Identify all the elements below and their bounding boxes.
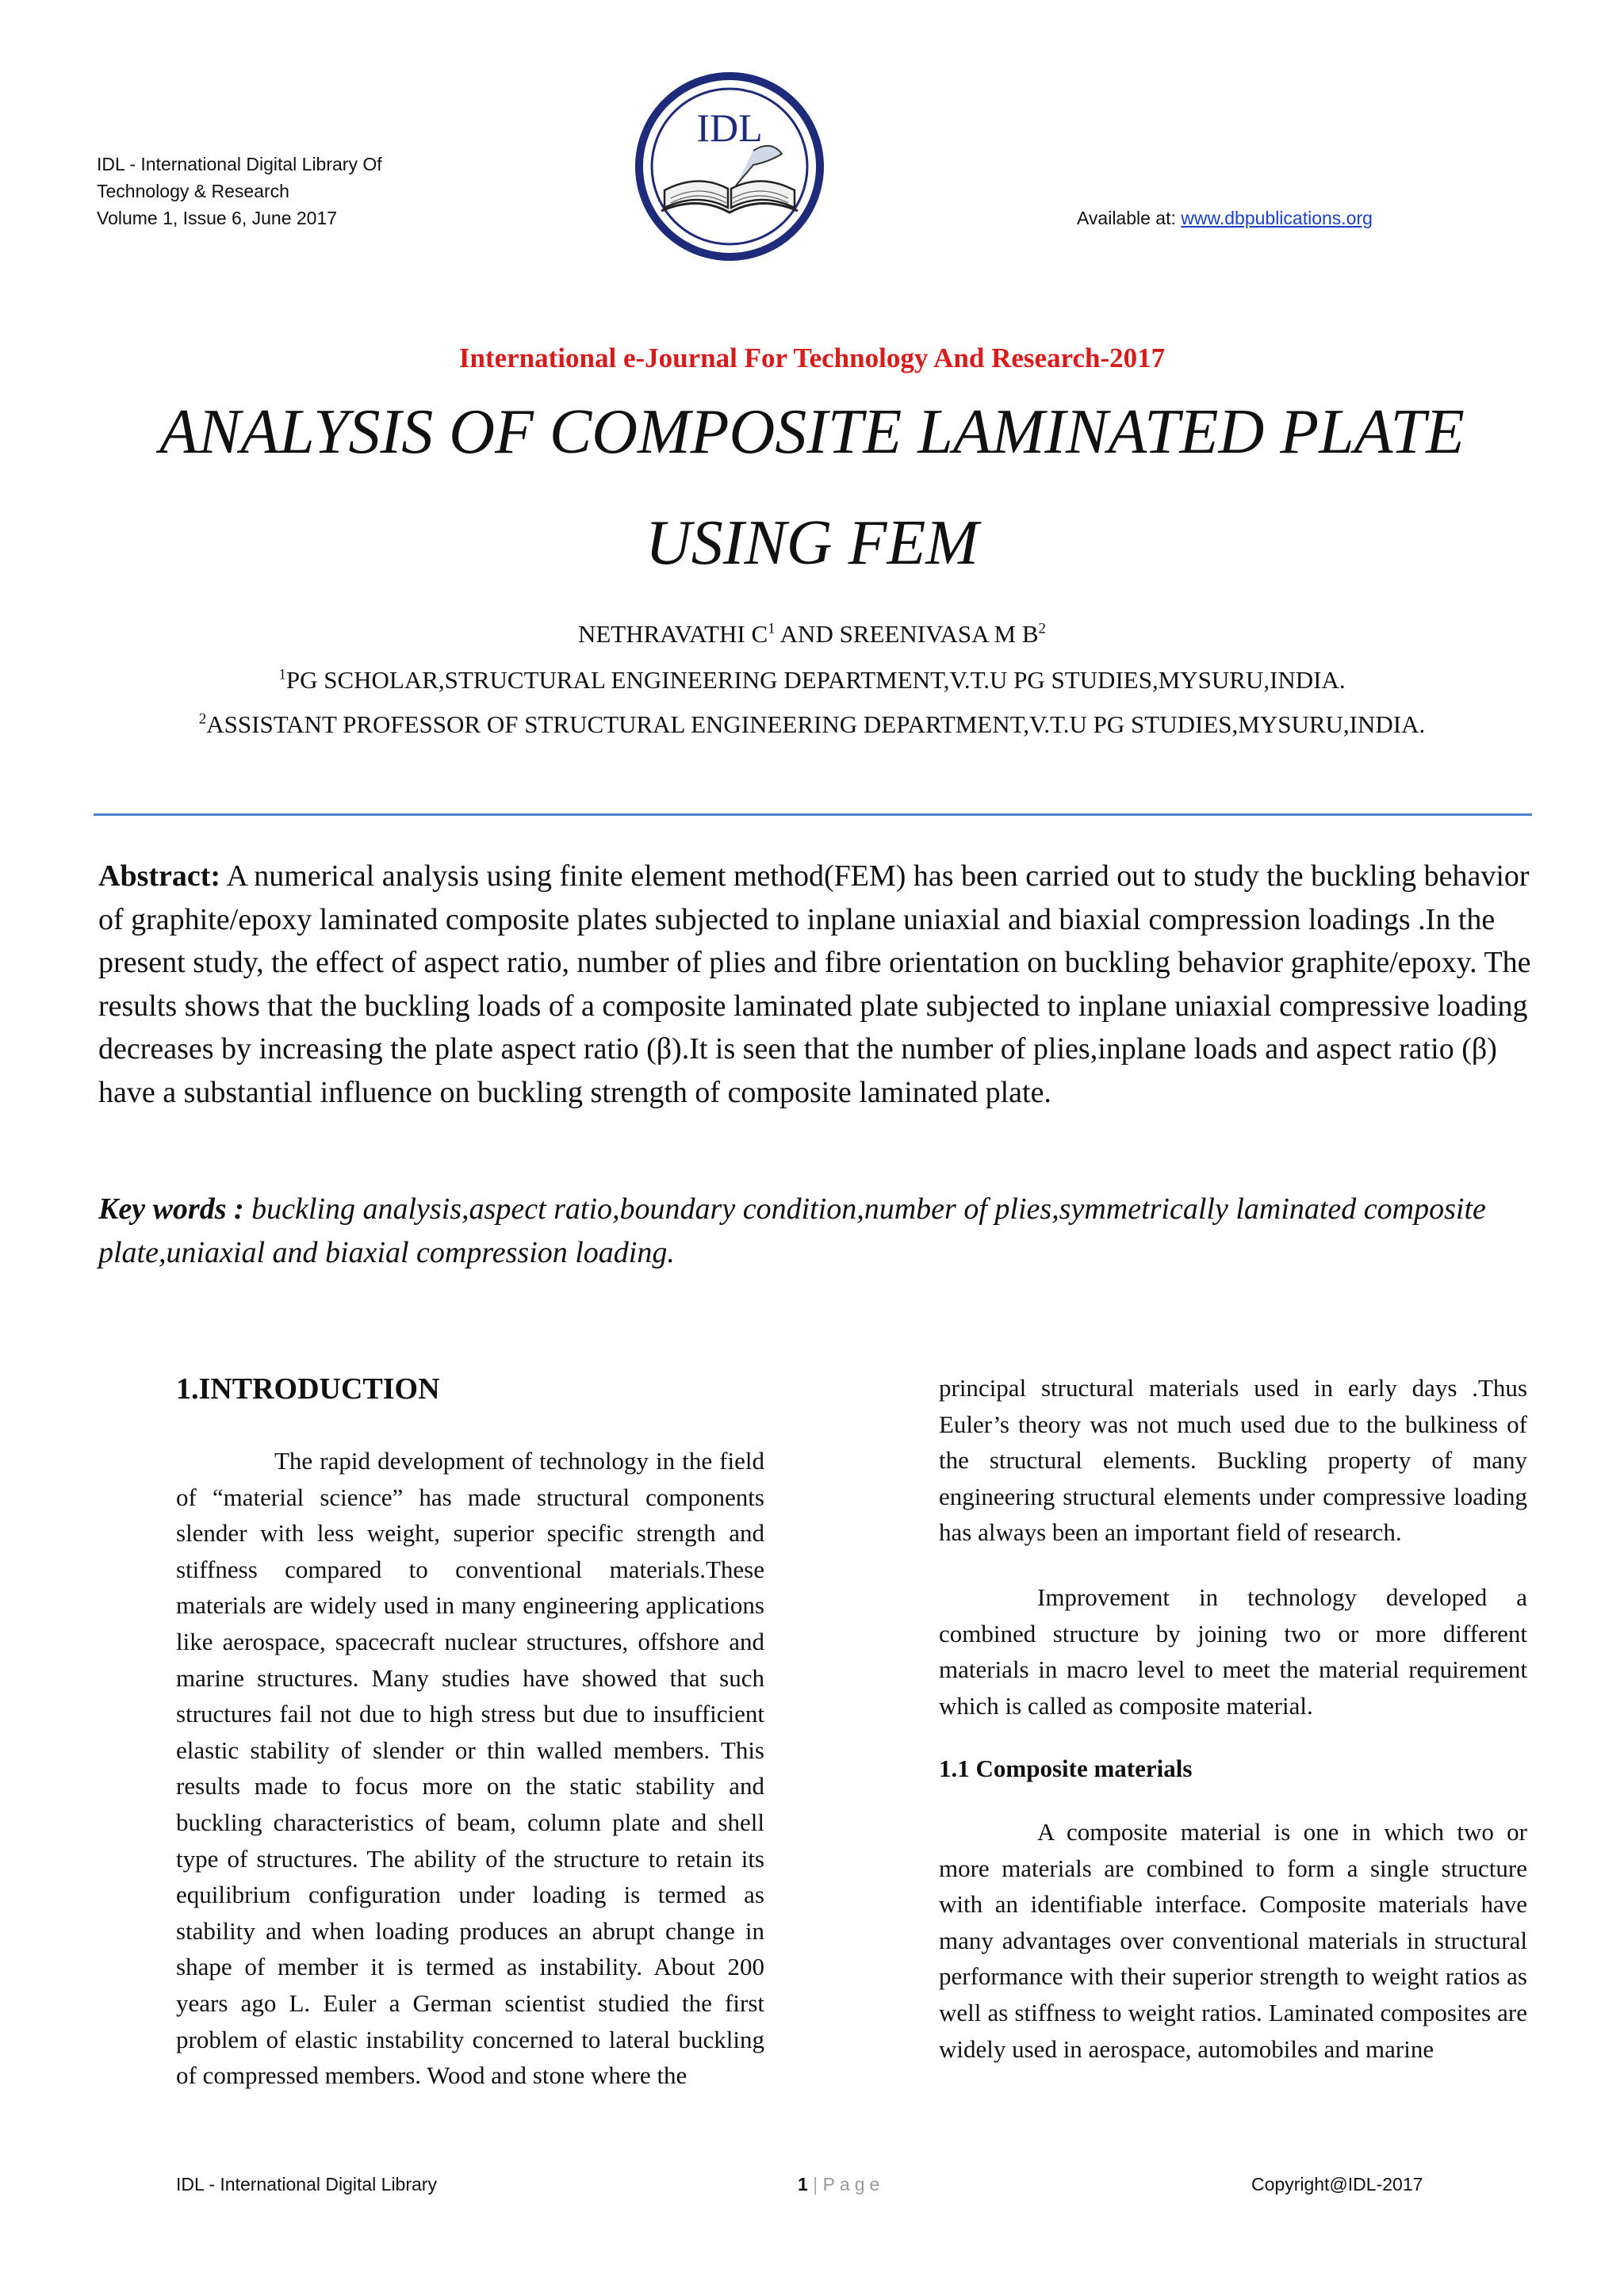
page-number-value: 1 bbox=[798, 2174, 808, 2195]
logo-text: IDL bbox=[696, 105, 763, 150]
affiliation-2 bbox=[0, 710, 1624, 739]
author-line bbox=[0, 620, 1624, 649]
availability-label: Available at: bbox=[1077, 208, 1182, 228]
header-divider bbox=[94, 813, 1532, 816]
affiliation-2-sup: 2 bbox=[198, 710, 207, 728]
keywords-text: buckling analysis,aspect ratio,boundary condition,number of plies,symmetrically laminated composite plate,uniaxial and biaxial compression loading. bbox=[98, 1192, 1486, 1269]
affiliation-1 bbox=[0, 666, 1624, 695]
right-column bbox=[939, 1370, 1527, 2067]
journal-info-line3: Volume 1, Issue 6, June 2017 bbox=[97, 208, 338, 228]
intro-paragraph-2: principal structural materials used in early days .Thus Euler’s theory was not much used due to the bulkiness of the structural elements. Buckling property of many engineering structural elements under compressive loading has always been an important field of research. bbox=[939, 1374, 1527, 1547]
footer-left: IDL - International Digital Library bbox=[176, 2174, 437, 2195]
footer-copyright: Copyright@IDL-2017 bbox=[1251, 2174, 1423, 2195]
page-number bbox=[798, 2174, 884, 2195]
journal-info-line1: IDL - International Digital Library Of bbox=[97, 154, 382, 174]
journal-info bbox=[97, 151, 382, 232]
affiliation-2-text: ASSISTANT PROFESSOR OF STRUCTURAL ENGINEERING DEPARTMENT,V.T.U PG STUDIES,MYSURU,INDIA. bbox=[206, 710, 1426, 738]
intro-paragraph-4: A composite material is one in which two or more materials are combined to form a single structure with an identifiable interface. Composite materials have many advantages over conventional materials in structural performance with their superior strength to weight ratios as well as stiffness to weight ratios. Laminated composites are widely used in aerospace, automobiles and marine bbox=[939, 1817, 1527, 2063]
availability bbox=[1077, 205, 1373, 232]
page-word: Page bbox=[822, 2174, 885, 2195]
abstract-text: A numerical analysis using finite element method(FEM) has been carried out to study the buckling behavior of graphite/epoxy laminated composite plates subjected to inplane uniaxial and biaxial compression loadings .In the present study, the effect of aspect ratio, number of plies and fibre orientation on buckling behavior graphite/epoxy. The results shows that the buckling loads of a composite laminated plate subjected to inplane uniaxial compressive loading decreases by increasing the plate aspect ratio (β).It is seen that the number of plies,inplane loads and aspect ratio (β) have a substantial influence on buckling strength of composite laminated plate. bbox=[98, 859, 1531, 1109]
page-separator: | bbox=[807, 2174, 823, 2195]
section-heading-introduction: 1.INTRODUCTION bbox=[176, 1372, 440, 1406]
author-1: NETHRAVATHI C bbox=[577, 620, 768, 648]
author-2-sup: 2 bbox=[1038, 620, 1047, 637]
author-1-sup: 1 bbox=[768, 620, 776, 637]
paper-title-line2: USING FEM bbox=[645, 508, 979, 578]
paper-title-line1: ANALYSIS OF COMPOSITE LAMINATED PLATE bbox=[159, 397, 1465, 467]
journal-name: International e-Journal For Technology And Research-2017 bbox=[458, 342, 1166, 373]
intro-paragraph-3: Improvement in technology developed a combined structure by joining two or more different materials in macro level to meet the material requirement which is called as composite material. bbox=[939, 1582, 1527, 1720]
keywords-label: Key words : bbox=[98, 1192, 244, 1226]
abstract bbox=[98, 855, 1534, 1114]
idl-logo bbox=[634, 71, 825, 262]
intro-paragraph-1: The rapid development of technology in the field of “material science” has made structural components slender with less weight, superior specific strength and stiffness compared to conventional materials.These materials are widely used in many engineering applications like aerospace, spacecraft nuclear structures, offshore and marine structures. Many studies have showed that such structures fail not due to high stress but due to insufficient elastic stability of slender or thin walled members. This results made to focus more on the static stability and buckling characteristics of beam, column plate and shell type of structures. The ability of the structure to retain its equilibrium configuration under loading is termed as stability and when loading produces an abrupt change in shape of member it is termed as instability. About 200 years ago L. Euler a German scientist studied the first problem of elastic instability concerned to lateral buckling of compressed members. Wood and stone where the bbox=[176, 1447, 764, 2090]
publisher-link[interactable]: www.dbpublications.org bbox=[1181, 208, 1373, 228]
subsection-heading-composite-materials: 1.1 Composite materials bbox=[939, 1755, 1193, 1783]
affiliation-1-text: PG SCHOLAR,STRUCTURAL ENGINEERING DEPARTMENT,V.T.U PG STUDIES,MYSURU,INDIA. bbox=[285, 666, 1346, 694]
affiliation-1-sup: 1 bbox=[278, 666, 286, 683]
keywords bbox=[98, 1188, 1534, 1274]
abstract-label: Abstract: bbox=[98, 859, 221, 893]
left-column bbox=[176, 1443, 764, 2094]
author-2: AND SREENIVASA M B bbox=[775, 620, 1039, 648]
journal-info-line2: Technology & Research bbox=[97, 181, 289, 201]
